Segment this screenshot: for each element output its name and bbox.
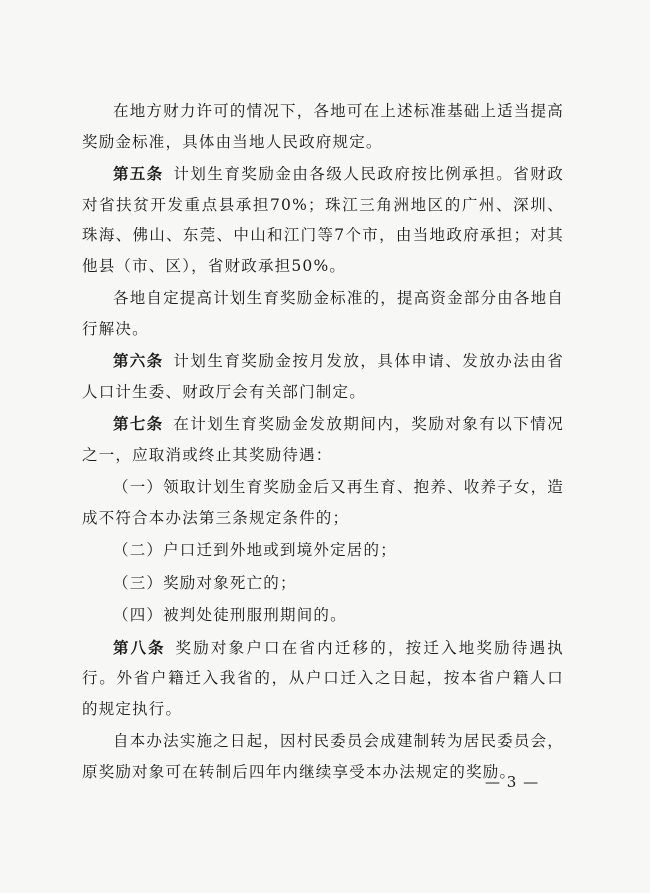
list-item-text: （一）领取计划生育奖励金后又再生育、抱养、收养子女，造成不符合本办法第三条规定条件的；: [82, 478, 564, 527]
article-label: 第六条: [113, 351, 164, 370]
article-8: [82, 633, 564, 725]
article-text: 计划生育奖励金按月发放，具体申请、发放办法由省人口计生委、财政厅会有关部门制定。: [82, 352, 564, 401]
paragraph-text: 各地自定提高计划生育奖励金标准的，提高资金部分由各地自行解决。: [82, 289, 564, 338]
list-item-text: （二）户口迁到外地或到境外定居的；: [113, 541, 397, 559]
paragraph-text: 在地方财力许可的情况下，各地可在上述标准基础上适当提高奖励金标准，具体由当地人民政府规定。: [82, 102, 564, 151]
page-number: — 3 —: [485, 773, 540, 791]
list-item-1: [82, 472, 564, 533]
list-item-text: （三）奖励对象死亡的；: [113, 573, 297, 592]
list-item-2: [82, 535, 564, 566]
article-label: 第五条: [113, 164, 164, 183]
list-item-text: （四）被判处徒刑服刑期间的。: [113, 606, 347, 624]
article-label: 第八条: [113, 637, 166, 657]
article-text: 在计划生育奖励金发放期间内，奖励对象有以下情况之一，应取消或终止其奖励待遇：: [82, 415, 564, 464]
article-text: 计划生育奖励金由各级人民政府按比例承担。省财政对省扶贫开发重点县承担70%；珠江三角洲地区的广州、深圳、珠海、佛山、东莞、中山和江门等7个市，由当地政府承担；对其他县（市、区），省财政承担50%。: [82, 165, 564, 275]
document-body: [82, 96, 564, 787]
list-item-3: [82, 568, 564, 599]
article-label: 第七条: [113, 414, 164, 433]
article-5: [82, 159, 564, 281]
article-text: 奖励对象户口在省内迁移的，按迁入地奖励待遇执行。外省户籍迁入我省的，从户口迁入之日起，按本省户籍人口的规定执行。: [82, 638, 564, 718]
article-6: [82, 346, 564, 407]
paragraph-standard-increase: [82, 96, 564, 157]
article-7: [82, 409, 564, 470]
paragraph-self-funding: [82, 283, 564, 344]
list-item-4: [82, 600, 564, 631]
paragraph-text: 自本办法实施之日起，因村民委员会成建制转为居民委员会，原奖励对象可在转制后四年内继续享受本办法规定的奖励。: [82, 732, 564, 781]
